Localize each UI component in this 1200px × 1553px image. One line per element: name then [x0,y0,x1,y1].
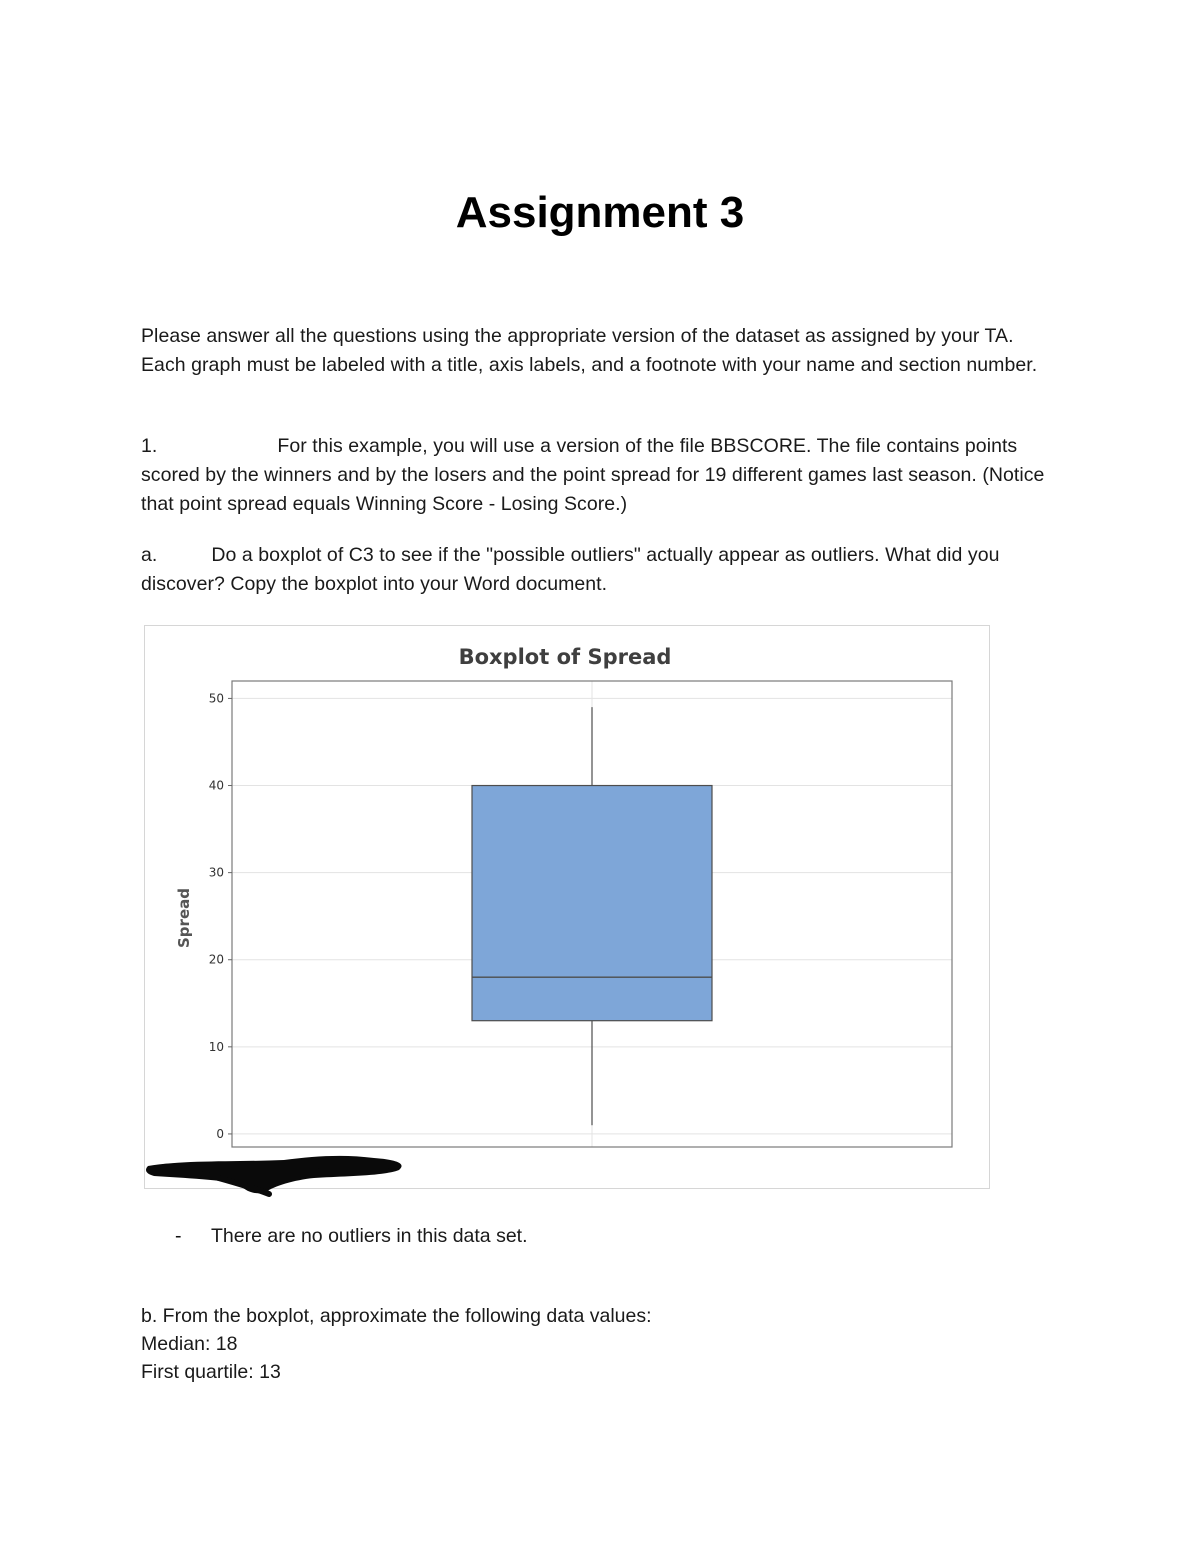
chart-title: Boxplot of Spread [458,645,672,669]
question-1-number: 1. [141,435,158,457]
question-b: b. From the boxplot, approximate the following data values: [141,1305,652,1327]
boxplot-chart [145,626,991,1190]
y-tick-label: 10 [208,1039,224,1054]
y-axis-label: Spread [175,888,193,948]
question-a [141,541,1061,599]
intro-paragraph: Please answer all the questions using the appropriate version of the dataset as assigned by your TA. Each graph must be labeled with a title, axis labels, and a footnote with your name and section number. [141,325,1038,376]
iqr-box [472,786,712,1021]
y-tick-label: 30 [208,865,224,880]
redacted-footnote-scribble [144,1150,414,1200]
boxplot-figure [144,625,990,1189]
y-tick-label: 40 [208,778,224,793]
answer-bullet: - [175,1225,182,1247]
y-tick-label: 50 [208,691,224,706]
y-tick-label: 0 [216,1126,224,1141]
y-tick-label: 20 [208,952,224,967]
first-quartile-answer: First quartile: 13 [141,1361,281,1383]
page-title: Assignment 3 [455,188,745,237]
question-1-text: For this example, you will use a version of the file BBSCORE. The file contains points scored by the winners and by the losers and the point spread for 19 different games last season. (Notice that point spread equals Winning Score - Losing Score.) [141,435,1045,515]
question-1 [141,432,1061,518]
question-a-text: Do a boxplot of C3 to see if the "possible outliers" actually appear as outliers. What did you discover? Copy the boxplot into your Word document. [141,544,1000,595]
question-a-label: a. [141,544,158,566]
median-answer: Median: 18 [141,1333,238,1355]
answer-a-text: There are no outliers in this data set. [211,1225,528,1247]
